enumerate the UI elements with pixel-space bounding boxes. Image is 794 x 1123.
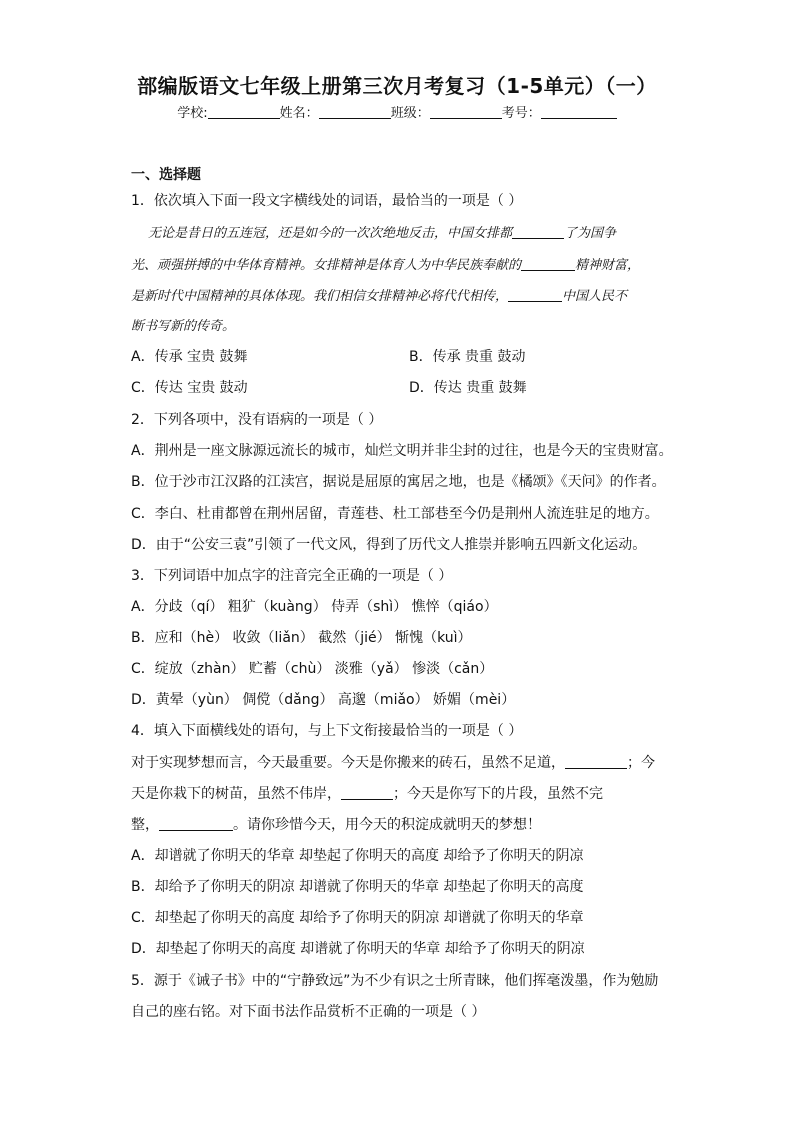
q4-blank-3 — [159, 816, 233, 831]
class-blank[interactable] — [430, 104, 502, 119]
q1-passage-line-4: 断书写新的传奇。 — [131, 319, 236, 334]
question-5-stem-line-1: 5．源于《诫子书》中的“宁静致远”为不少有识之士所青睐，他们挥毫泼墨，作为勉励 — [131, 973, 659, 989]
q1-option-a[interactable]: A．传承 宝贵 鼓舞 — [131, 349, 248, 365]
number-label: 考号： — [501, 106, 541, 121]
q1-option-c[interactable]: C．传达 宝贵 鼓动 — [131, 380, 248, 396]
class-label: 班级： — [390, 106, 430, 121]
q4-blank-2 — [341, 785, 393, 800]
q4-text-line-1 — [131, 754, 655, 772]
q4-text-line-3 — [131, 816, 541, 834]
q3-option-a[interactable]: A．分歧（qí） 粗犷（kuàng） 侍弄（shì） 憔悴（qiáo） — [131, 599, 498, 615]
q1-option-b[interactable]: B．传承 贵重 鼓动 — [409, 349, 526, 365]
q1-blank-1 — [512, 224, 564, 239]
q1-passage-line-1 — [148, 224, 616, 243]
q1-text: 了为国争 — [564, 226, 617, 241]
page-title: 部编版语文七年级上册第三次月考复习（1-5单元）（一） — [137, 74, 657, 98]
q2-option-a[interactable]: A．荆州是一座文脉源远流长的城市，灿烂文明并非尘封的过往，也是今天的宝贵财富。 — [131, 443, 673, 459]
question-4-stem: 4．填入下面横线处的语句，与上下文衔接最恰当的一项是（ ） — [131, 723, 523, 739]
q1-passage-line-3 — [131, 287, 627, 306]
school-blank[interactable] — [208, 104, 280, 119]
q4-text: 。请你珍惜今天，用今天的积淀成就明天的梦想！ — [233, 817, 541, 833]
q1-text: 无论是昔日的五连冠，还是如今的一次次绝地反击，中国女排都 — [148, 226, 513, 241]
q4-text-line-2 — [131, 785, 603, 803]
name-blank[interactable] — [319, 104, 391, 119]
q3-option-d[interactable]: D．黄晕（yùn） 倜傥（dǎng） 高邈（miǎo） 娇媚（mèi） — [131, 692, 516, 708]
question-2-stem: 2．下列各项中，没有语病的一项是（ ） — [131, 412, 383, 428]
section-title: 一、选择题 — [131, 167, 201, 183]
number-blank[interactable] — [541, 104, 617, 119]
q4-option-a[interactable]: A．却谱就了你明天的华章 却垫起了你明天的高度 却给予了你明天的阴凉 — [131, 848, 584, 864]
q4-text: 对于实现梦想而言，今天最重要。今天是你搬来的砖石，虽然不足道， — [131, 755, 565, 771]
q1-blank-3 — [508, 287, 562, 302]
school-label: 学校: — [177, 106, 208, 121]
q4-text: ；今 — [627, 755, 655, 771]
q2-option-c[interactable]: C．李白、杜甫都曾在荆州居留，青莲巷、杜工部巷至今仍是荆州人流连驻足的地方。 — [131, 506, 659, 522]
question-3-stem: 3．下列词语中加点字的注音完全正确的一项是（ ） — [131, 568, 453, 584]
q2-option-b[interactable]: B．位于沙市江汉路的江渎宫，据说是屈原的寓居之地，也是《橘颂》《天问》的作者。 — [131, 474, 666, 490]
q4-text: 整， — [131, 817, 159, 833]
q1-text: 是新时代中国精神的具体体现。我们相信女排精神必将代代相传， — [131, 289, 509, 304]
q1-blank-2 — [521, 256, 575, 271]
student-info-line — [0, 102, 794, 121]
question-5-stem-line-2: 自己的座右铭。对下面书法作品赏析不正确的一项是（ ） — [131, 1004, 486, 1020]
q1-text: 光、顽强拼搏的中华体育精神。女排精神是体育人为中华民族奉献的 — [131, 258, 522, 273]
q1-text: 精神财富， — [575, 258, 641, 273]
q1-text: 中国人民不 — [562, 289, 628, 304]
q2-option-d[interactable]: D．由于“公安三袁”引领了一代文风，得到了历代文人推崇并影响五四新文化运动。 — [131, 537, 647, 553]
q1-passage-line-2 — [131, 256, 640, 275]
q4-option-d[interactable]: D．却垫起了你明天的高度 却谱就了你明天的华章 却给予了你明天的阴凉 — [131, 941, 585, 957]
q4-text: 天是你栽下的树苗，虽然不伟岸， — [131, 786, 341, 802]
q3-option-c[interactable]: C．绽放（zhàn） 贮蓄（chù） 淡雅（yǎ） 惨淡（cǎn） — [131, 661, 494, 677]
q4-text: ；今天是你写下的片段，虽然不完 — [393, 786, 603, 802]
name-label: 姓名： — [279, 106, 319, 121]
q4-option-c[interactable]: C．却垫起了你明天的高度 却给予了你明天的阴凉 却谱就了你明天的华章 — [131, 910, 584, 926]
q1-option-d[interactable]: D．传达 贵重 鼓舞 — [409, 380, 527, 396]
q4-option-b[interactable]: B．却给予了你明天的阴凉 却谱就了你明天的华章 却垫起了你明天的高度 — [131, 879, 584, 895]
q3-option-b[interactable]: B．应和（hè） 收敛（liǎn） 截然（jié） 惭愧（kuì） — [131, 630, 472, 646]
q4-blank-1 — [565, 754, 627, 769]
question-1-stem: 1．依次填入下面一段文字横线处的词语，最恰当的一项是（ ） — [131, 193, 523, 209]
